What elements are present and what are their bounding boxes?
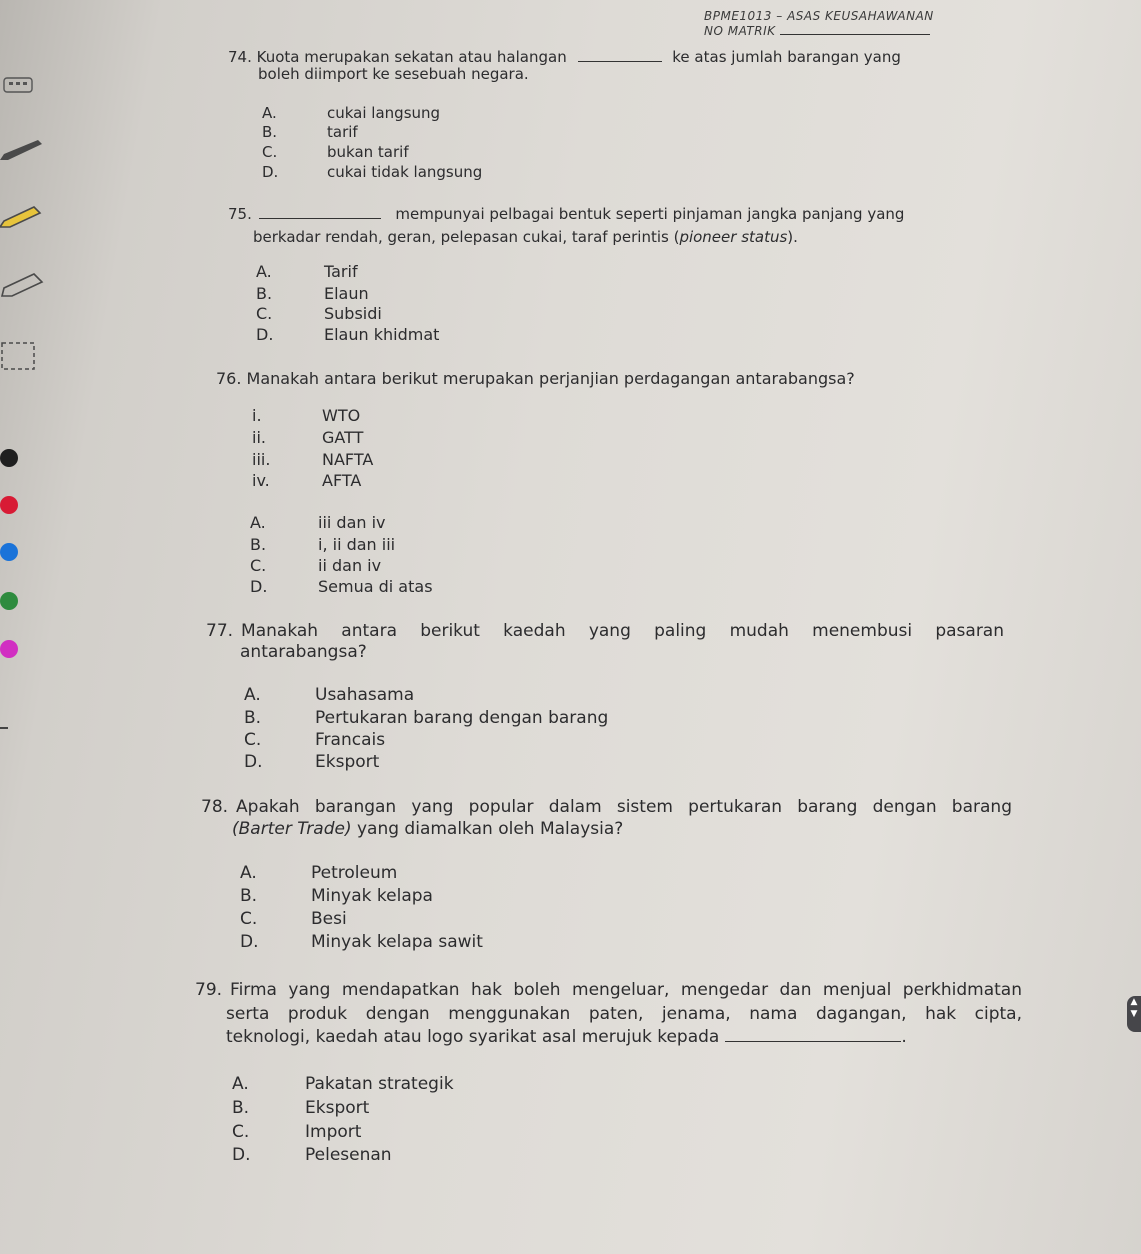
question-number: 79. [195,980,223,1000]
option-c: Subsidi [324,304,382,323]
marker-icon[interactable] [0,138,48,164]
option-a: Usahasama [315,685,415,705]
option-letter: C. [244,730,262,750]
question-number: 75. [228,205,252,223]
color-swatch-blue[interactable] [0,543,18,561]
item-text: AFTA [322,471,362,490]
option-a: Petroleum [311,863,398,883]
option-b: Eksport [305,1098,370,1118]
option-b: i, ii dan iii [318,535,396,554]
question-75-line2: berkadar rendah, geran, pelepasan cukai, taraf perintis (pioneer status). [253,228,798,246]
option-letter: D. [232,1145,251,1165]
option-c: Francais [315,730,386,750]
question-number: 78. [201,797,229,817]
question-number: 74. [228,48,252,66]
option-letter: B. [244,708,262,728]
question-76 [216,369,855,388]
option-letter: A. [232,1074,249,1094]
option-letter: D. [256,325,274,344]
option-letter: B. [250,535,267,554]
question-text: ke atas jumlah barangan yang [672,48,901,66]
question-79-line3: teknologi, kaedah atau logo syarikat asal merujuk kepada . [226,1027,907,1047]
option-b: tarif [327,123,358,141]
option-letter: D. [240,932,259,952]
option-letter: B. [232,1098,250,1118]
option-letter: B. [256,284,273,303]
question-79-line2: serta produk dengan menggunakan paten, jenama, nama dagangan, hak cipta, [226,1004,1022,1024]
item-text: NAFTA [322,450,374,469]
option-letter: B. [262,123,278,141]
answer-blank [259,218,381,219]
question-text: Manakah antara berikut merupakan perjanjian perdagangan antarabangsa? [246,369,855,388]
question-74-line2: boleh diimport ke sesebuah negara. [258,65,529,83]
color-swatch-green[interactable] [0,592,18,610]
question-number: 77. [206,621,234,641]
course-header: BPME1013 – ASAS KEUSAHAWANAN [704,9,934,23]
option-c: bukan tarif [327,143,409,161]
option-d: Elaun khidmat [324,325,440,344]
item-roman: iii. [252,450,271,469]
question-79 [195,980,1022,1000]
option-letter: C. [262,143,278,161]
scroll-page-control[interactable] [1127,996,1141,1032]
question-text: Manakah antara berikut kaedah yang paling mudah menembusi pasaran [241,621,1004,641]
question-text: Apakah barangan yang popular dalam sistem pertukaran barang dengan barang [236,797,1012,817]
item-text: WTO [322,406,361,425]
color-swatch-black[interactable] [0,449,18,467]
color-swatch-red[interactable] [0,496,18,514]
option-letter: C. [256,304,273,323]
option-a: cukai langsung [327,104,441,122]
option-letter: C. [232,1122,250,1142]
option-d: Pelesenan [305,1145,392,1165]
option-letter: D. [244,752,263,772]
option-letter: C. [240,909,258,929]
question-78-line2: (Barter Trade) yang diamalkan oleh Malaysia? [232,819,624,839]
option-c: Import [305,1122,362,1142]
option-c: Besi [311,909,347,929]
question-75 [228,205,904,223]
option-d: cukai tidak langsung [327,163,483,181]
question-text: mempunyai pelbagai bentuk seperti pinjaman jangka panjang yang [395,205,905,223]
chevron-down-icon[interactable]: ▼ [1130,1009,1138,1019]
eraser-icon[interactable] [0,270,48,300]
question-77-line2: antarabangsa? [240,642,367,662]
color-swatch-magenta[interactable] [0,640,18,658]
option-a: Tarif [324,262,358,281]
option-letter: B. [240,886,258,906]
item-text: GATT [322,428,364,447]
option-b: Pertukaran barang dengan barang [315,708,609,728]
highlighter-icon[interactable] [0,203,48,231]
answer-blank [578,61,662,62]
toolbar-tick-icon [0,725,10,731]
option-letter: D. [262,163,279,181]
option-letter: A. [240,863,257,883]
item-roman: iv. [252,471,270,490]
option-d: Semua di atas [318,577,433,596]
question-text: Kuota merupakan sekatan atau halangan [256,48,567,66]
option-letter: A. [256,262,272,281]
chevron-up-icon[interactable]: ▲ [1130,997,1138,1007]
option-d: Eksport [315,752,380,772]
option-b: Minyak kelapa [311,886,433,906]
question-number: 76. [216,369,242,388]
option-b: Elaun [324,284,369,303]
option-c: ii dan iv [318,556,382,575]
matric-label: NO MATRIK [704,24,930,38]
lasso-icon[interactable] [0,335,40,375]
question-77 [206,621,1004,641]
option-d: Minyak kelapa sawit [311,932,483,952]
item-roman: i. [252,406,262,425]
option-letter: A. [250,513,266,532]
option-letter: C. [250,556,267,575]
question-74 [228,48,901,66]
item-roman: ii. [252,428,266,447]
option-a: Pakatan strategik [305,1074,454,1094]
option-letter: D. [250,577,268,596]
option-letter: A. [262,104,277,122]
question-text: Firma yang mendapatkan hak boleh mengeluar, mengedar dan menjual perkhidmatan [230,980,1022,1000]
option-a: iii dan iv [318,513,386,532]
keyboard-icon[interactable] [0,74,38,96]
option-letter: A. [244,685,261,705]
answer-blank [725,1041,901,1042]
question-78 [201,797,1012,817]
